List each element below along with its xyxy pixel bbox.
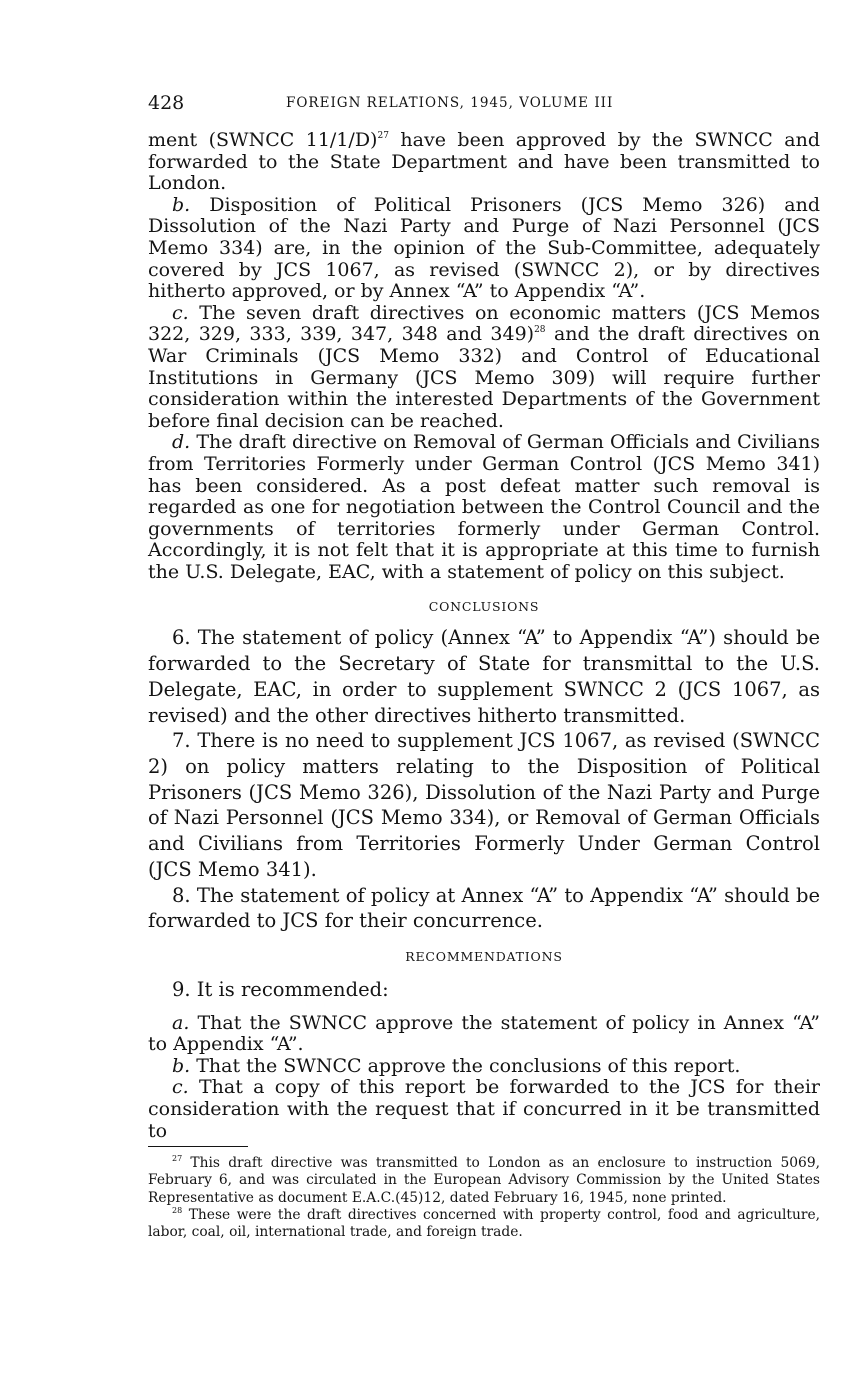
paragraph-6: 6. The statement of policy (Annex “A” to Appendix “A”) should be forwarded to the Secretary of State for transmittal to the U.S. Delegate, EAC, in order to supplement SWNCC 2 (JCS 1067, as revised) and the other directives hitherto transmitted. <box>148 626 820 727</box>
footnote-27 <box>148 1155 820 1207</box>
paragraph-text: That the SWNCC approve the conclusions of this report. <box>190 1054 741 1077</box>
paragraph-7: 7. There is no need to supplement JCS 1067, as revised (SWNCC 2) on policy matters relating to the Disposition of Political Prisoners (JCS Memo 326), Dissolution of the Nazi Party and Purge of Nazi Personnel (JCS Memo 334), or Removal of German Officials and Civilians from Territories Formerly Under German Control (JCS Memo 341). <box>148 729 820 881</box>
page-number: 428 <box>148 92 185 114</box>
footnote-mark: 28 <box>172 1206 183 1216</box>
paragraph-text: The seven draft directives on economic matters (JCS Memos 322, 329, 333, 339, 347, 348 and 349) <box>148 301 820 346</box>
paragraph-text: That the SWNCC approve the statement of policy in Annex “A” to Appendix “A”. <box>148 1011 820 1056</box>
recommendation-a <box>148 1013 820 1056</box>
paragraph-8: 8. The statement of policy at Annex “A” to Appendix “A” should be forwarded to JCS for their concurrence. <box>148 883 820 933</box>
footnote-text: This draft directive was transmitted to London as an enclosure to instruction 5069, February 6, and was circulated in the European Advisory Commission by the United States Representative as document E.A.C.(45)12, dated February 16, 1945, none printed. <box>148 1155 820 1206</box>
footnote-ref-28[interactable]: 28 <box>534 325 546 336</box>
footnotes <box>148 1155 820 1241</box>
running-head: FOREIGN RELATIONS, 1945, VOLUME III <box>286 95 614 111</box>
paragraph-c <box>148 303 820 433</box>
item-label: b. <box>172 1054 191 1077</box>
item-label: a. <box>172 1011 190 1034</box>
paragraph-text: That a copy of this report be forwarded to the JCS for their consideration with the request that if concurred in it be transmitted to <box>148 1076 820 1142</box>
footnote-ref-27[interactable]: 27 <box>377 131 389 141</box>
footnote-separator <box>148 1146 248 1147</box>
footnote-28 <box>148 1207 820 1242</box>
item-label: b. <box>172 193 191 216</box>
recommendations-intro <box>148 977 820 1003</box>
document-page <box>148 92 820 1242</box>
paragraph-b <box>148 195 820 303</box>
recommendation-c <box>148 1077 820 1142</box>
paragraph-9: 9. It is recommended: <box>172 977 389 1001</box>
recommendations-heading: RECOMMENDATIONS <box>405 948 563 964</box>
paragraph-continuation <box>148 130 820 195</box>
paragraph-d <box>148 432 820 583</box>
page-header <box>148 92 820 118</box>
item-label: c. <box>172 301 189 324</box>
footnote-mark: 27 <box>172 1154 183 1164</box>
item-label: d. <box>172 431 191 454</box>
paragraph-text: The draft directive on Removal of German Officials and Civilians from Territories Formerly under German Control (JCS Memo 341) has been considered. As a post defeat matter such removal is regarded as one for negotiation between the Control Council and the governments of territories formerly under German Control. Accordingly, it is not felt that it is appropriate at this time to furnish the U.S. Delegate, EAC, with a statement of policy on this subject. <box>148 431 820 583</box>
paragraph-text: have been approved by the SWNCC and forwarded to the State Department and have been transmitted to London. <box>148 129 820 195</box>
conclusions-body <box>148 625 820 933</box>
item-label: c. <box>172 1076 189 1099</box>
paragraph-text: and the draft directives on War Criminals (JCS Memo 332) and Control of Educational Institutions in Germany (JCS Memo 309) will require further consideration within the interested Departments of the Government before final decision can be reached. <box>148 323 820 432</box>
footnote-text: These were the draft directives concerned with property control, food and agriculture, labor, coal, oil, international trade, and foreign trade. <box>148 1207 820 1241</box>
paragraph-text: ment (SWNCC 11/1/D) <box>148 129 378 151</box>
recommendation-b <box>148 1056 820 1078</box>
conclusions-heading: CONCLUSIONS <box>428 599 540 615</box>
recommendations-items <box>148 1013 820 1143</box>
body-top <box>148 130 820 583</box>
paragraph-text: Disposition of Political Prisoners (JCS Memo 326) and Dissolution of the Nazi Party and Purge of Nazi Personnel (JCS Memo 334) are, in the opinion of the Sub-Committee, adequately covered by JCS 1067, as revised (SWNCC 2), or by directives hitherto approved, or by Annex “A” to Appendix “A”. <box>148 193 820 303</box>
